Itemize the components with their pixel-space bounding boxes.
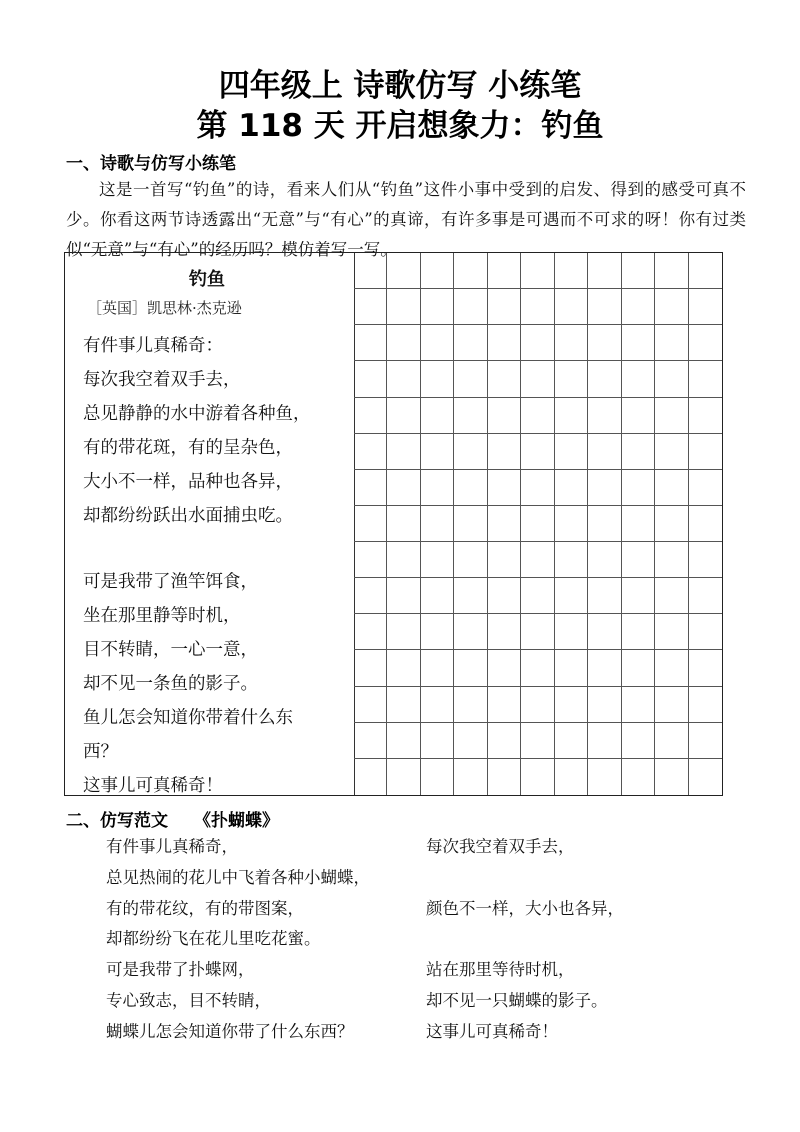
grid-cell[interactable] [622,506,655,542]
grid-cell[interactable] [421,687,454,723]
model-line-left: 可是我带了扑蝶网， [106,960,255,980]
grid-cell[interactable] [588,687,621,723]
poem-line: 这事儿可真稀奇！ [83,776,223,796]
grid-cell[interactable] [454,578,487,614]
grid-cell[interactable] [488,578,521,614]
model-row [106,986,726,1017]
grid-cell[interactable] [689,253,722,289]
section2-heading [66,806,279,831]
grid-cell[interactable] [521,361,554,397]
grid-cell[interactable] [454,289,487,325]
grid-cell[interactable] [555,253,588,289]
grid-cell[interactable] [488,759,521,795]
grid-cell[interactable] [622,289,655,325]
grid-cell[interactable] [354,253,387,289]
grid-cell[interactable] [454,253,487,289]
grid-cell[interactable] [454,398,487,434]
grid-cell[interactable] [387,253,420,289]
grid-cell[interactable] [622,398,655,434]
grid-cell[interactable] [555,687,588,723]
grid-cell[interactable] [655,470,688,506]
grid-cell[interactable] [521,687,554,723]
grid-cell[interactable] [454,759,487,795]
grid-cell[interactable] [622,325,655,361]
grid-cell[interactable] [689,578,722,614]
grid-cell[interactable] [622,361,655,397]
grid-cell[interactable] [421,434,454,470]
grid-cell[interactable] [689,434,722,470]
poem-line: 西？ [83,742,118,762]
grid-cell[interactable] [689,759,722,795]
grid-cell[interactable] [655,614,688,650]
model-line-left: 有的带花纹，有的带图案， [106,898,304,918]
grid-cell[interactable] [521,506,554,542]
grid-cell[interactable] [488,470,521,506]
grid-cell[interactable] [421,650,454,686]
grid-cell[interactable] [354,723,387,759]
grid-cell[interactable] [421,578,454,614]
grid-cell[interactable] [387,578,420,614]
grid-cell[interactable] [454,470,487,506]
model-line-right: 每次我空着双手去， [426,837,575,856]
grid-cell[interactable] [588,723,621,759]
grid-cell[interactable] [454,614,487,650]
grid-cell[interactable] [622,614,655,650]
grid-cell[interactable] [655,398,688,434]
grid-cell[interactable] [387,434,420,470]
poem-line: 有件事儿真稀奇： [83,336,223,356]
grid-cell[interactable] [689,723,722,759]
grid-cell[interactable] [588,506,621,542]
grid-cell[interactable] [588,398,621,434]
model-row [106,894,726,925]
grid-cell[interactable] [488,398,521,434]
grid-cell[interactable] [588,253,621,289]
grid-cell[interactable] [588,578,621,614]
grid-cell[interactable] [387,325,420,361]
grid-cell[interactable] [421,253,454,289]
grid-cell[interactable] [622,253,655,289]
grid-cell[interactable] [521,723,554,759]
grid-cell[interactable] [655,687,688,723]
grid-cell[interactable] [689,687,722,723]
grid-cell[interactable] [555,542,588,578]
grid-cell[interactable] [555,650,588,686]
grid-cell[interactable] [521,253,554,289]
grid-cell[interactable] [488,542,521,578]
grid-cell[interactable] [354,325,387,361]
grid-cell[interactable] [622,470,655,506]
grid-cell[interactable] [555,289,588,325]
grid-cell[interactable] [655,434,688,470]
poem-stanza-gap [83,533,311,565]
grid-cell[interactable] [488,723,521,759]
grid-cell[interactable] [521,614,554,650]
grid-cell[interactable] [354,506,387,542]
grid-cell[interactable] [588,614,621,650]
grid-cell[interactable] [488,650,521,686]
grid-cell[interactable] [622,687,655,723]
grid-cell[interactable] [689,542,722,578]
grid-cell[interactable] [488,289,521,325]
grid-cell[interactable] [354,650,387,686]
grid-cell[interactable] [622,723,655,759]
grid-cell[interactable] [521,578,554,614]
grid-cell[interactable] [588,759,621,795]
grid-cell[interactable] [387,289,420,325]
grid-cell[interactable] [354,434,387,470]
model-line-right: 却不见一只蝴蝶的影子。 [426,990,608,1010]
grid-cell[interactable] [387,398,420,434]
model-row [106,863,726,894]
grid-cell[interactable] [655,361,688,397]
poem-line: 可是我带了渔竿饵食， [83,572,258,592]
grid-cell[interactable] [354,578,387,614]
section1-heading: 一、诗歌与仿写小练笔 [66,154,236,174]
grid-cell[interactable] [689,361,722,397]
model-line-left: 有件事儿真稀奇， [106,837,238,856]
grid-cell[interactable] [421,361,454,397]
grid-cell[interactable] [588,650,621,686]
grid-cell[interactable] [655,759,688,795]
poem-line: 坐在那里静等时机， [83,606,241,626]
grid-cell[interactable] [521,470,554,506]
grid-cell[interactable] [622,578,655,614]
grid-cell[interactable] [689,506,722,542]
grid-cell[interactable] [454,361,487,397]
grid-cell[interactable] [622,759,655,795]
model-line-right: 站在那里等待时机， [426,960,575,980]
grid-cell[interactable] [421,614,454,650]
grid-cell[interactable] [521,759,554,795]
grid-cell[interactable] [555,759,588,795]
grid-cell[interactable] [655,289,688,325]
grid-cell[interactable] [421,759,454,795]
poem-box [64,252,355,796]
grid-cell[interactable] [555,470,588,506]
grid-cell[interactable] [354,542,387,578]
grid-cell[interactable] [521,325,554,361]
grid-cell[interactable] [354,289,387,325]
grid-cell[interactable] [588,470,621,506]
grid-cell[interactable] [421,398,454,434]
model-text [106,832,726,1048]
grid-cell[interactable] [421,542,454,578]
writing-grid[interactable] [354,252,723,796]
grid-cell[interactable] [488,361,521,397]
model-row [106,832,726,863]
model-row [106,1017,726,1048]
poem-line: 每次我空着双手去， [83,370,241,390]
grid-cell[interactable] [588,361,621,397]
grid-cell[interactable] [555,325,588,361]
grid-cell[interactable] [387,614,420,650]
poem-line: 却不见一条鱼的影子。 [83,674,258,694]
grid-cell[interactable] [555,361,588,397]
section1-intro: 这是一首写“钓鱼”的诗，看来人们从“钓鱼”这件小事中受到的启发、得到的感受可真不少。你看这两节诗透露出“无意”与“有心”的真谛，有许多事是可遇而不可求的呀！你有过类似“无意”与“有心”的经历吗？模仿着写一写。 [66,180,746,259]
grid-cell[interactable] [488,253,521,289]
grid-cell[interactable] [387,759,420,795]
grid-cell[interactable] [387,470,420,506]
grid-cell[interactable] [521,398,554,434]
model-line-left: 总见热闹的花儿中飞着各种小蝴蝶， [106,867,370,887]
grid-cell[interactable] [655,650,688,686]
grid-cell[interactable] [421,289,454,325]
model-row [106,955,726,986]
worksheet-subtitle: 第 118 天 开启想象力：钓鱼 [196,108,604,144]
grid-cell[interactable] [655,253,688,289]
grid-cell[interactable] [454,650,487,686]
grid-cell[interactable] [354,687,387,723]
grid-cell[interactable] [655,506,688,542]
grid-cell[interactable] [689,470,722,506]
poem-author: ［英国］凯思林·杰克逊 [87,299,242,317]
model-line-left: 蝴蝶儿怎会知道你带了什么东西？ [106,1021,354,1041]
grid-cell[interactable] [655,723,688,759]
grid-cell[interactable] [354,470,387,506]
grid-cell[interactable] [454,325,487,361]
grid-cell[interactable] [555,723,588,759]
grid-cell[interactable] [521,650,554,686]
grid-cell[interactable] [454,542,487,578]
grid-cell[interactable] [689,289,722,325]
grid-cell[interactable] [354,361,387,397]
grid-cell[interactable] [387,687,420,723]
grid-cell[interactable] [421,470,454,506]
grid-cell[interactable] [588,542,621,578]
section2-heading-label: 二、仿写范文 [66,811,168,831]
grid-cell[interactable] [387,723,420,759]
grid-cell[interactable] [488,434,521,470]
model-line-left: 却都纷纷飞在花儿里吃花蜜。 [106,929,321,949]
grid-cell[interactable] [689,650,722,686]
grid-cell[interactable] [387,542,420,578]
poem-line: 鱼儿怎会知道你带着什么东 [83,708,293,728]
grid-cell[interactable] [655,578,688,614]
grid-cell[interactable] [421,506,454,542]
grid-cell[interactable] [421,325,454,361]
grid-cell[interactable] [588,289,621,325]
poem-title: 钓鱼 [189,269,225,290]
grid-cell[interactable] [454,434,487,470]
grid-cell[interactable] [354,759,387,795]
grid-cell[interactable] [555,506,588,542]
grid-cell[interactable] [689,325,722,361]
grid-cell[interactable] [555,578,588,614]
grid-cell[interactable] [655,325,688,361]
grid-cell[interactable] [521,434,554,470]
grid-cell[interactable] [354,398,387,434]
grid-cell[interactable] [689,398,722,434]
grid-cell[interactable] [488,325,521,361]
grid-cell[interactable] [521,289,554,325]
poem-line: 目不转睛，一心一意， [83,640,258,660]
grid-cell[interactable] [454,506,487,542]
poem-lines [83,329,311,803]
poem-line: 总见静静的水中游着各种鱼， [83,404,311,424]
grid-cell[interactable] [555,614,588,650]
grid-cell[interactable] [354,614,387,650]
grid-cell[interactable] [488,687,521,723]
grid-cell[interactable] [421,723,454,759]
grid-cell[interactable] [622,434,655,470]
grid-cell[interactable] [387,361,420,397]
grid-cell[interactable] [555,398,588,434]
grid-cell[interactable] [588,434,621,470]
grid-cell[interactable] [655,542,688,578]
grid-cell[interactable] [488,506,521,542]
model-line-right: 这事儿可真稀奇！ [426,1021,558,1041]
worksheet-title: 四年级上 诗歌仿写 小练笔 [218,68,582,104]
grid-cell[interactable] [454,723,487,759]
grid-cell[interactable] [622,650,655,686]
model-line-right: 颜色不一样，大小也各异， [426,898,624,918]
grid-cell[interactable] [555,434,588,470]
poem-line: 有的带花斑，有的呈杂色， [83,438,293,458]
grid-cell[interactable] [622,542,655,578]
grid-cell[interactable] [588,325,621,361]
grid-cell[interactable] [454,687,487,723]
poem-line: 大小不一样，品种也各异， [83,472,293,492]
grid-cell[interactable] [521,542,554,578]
model-line-left: 专心致志，目不转睛， [106,990,271,1010]
model-title: 《扑蝴蝶》 [194,811,279,831]
grid-cell[interactable] [488,614,521,650]
grid-cell[interactable] [387,650,420,686]
model-row [106,924,726,955]
grid-cell[interactable] [689,614,722,650]
grid-cell[interactable] [387,506,420,542]
poem-line: 却都纷纷跃出水面捕虫吃。 [83,506,293,526]
